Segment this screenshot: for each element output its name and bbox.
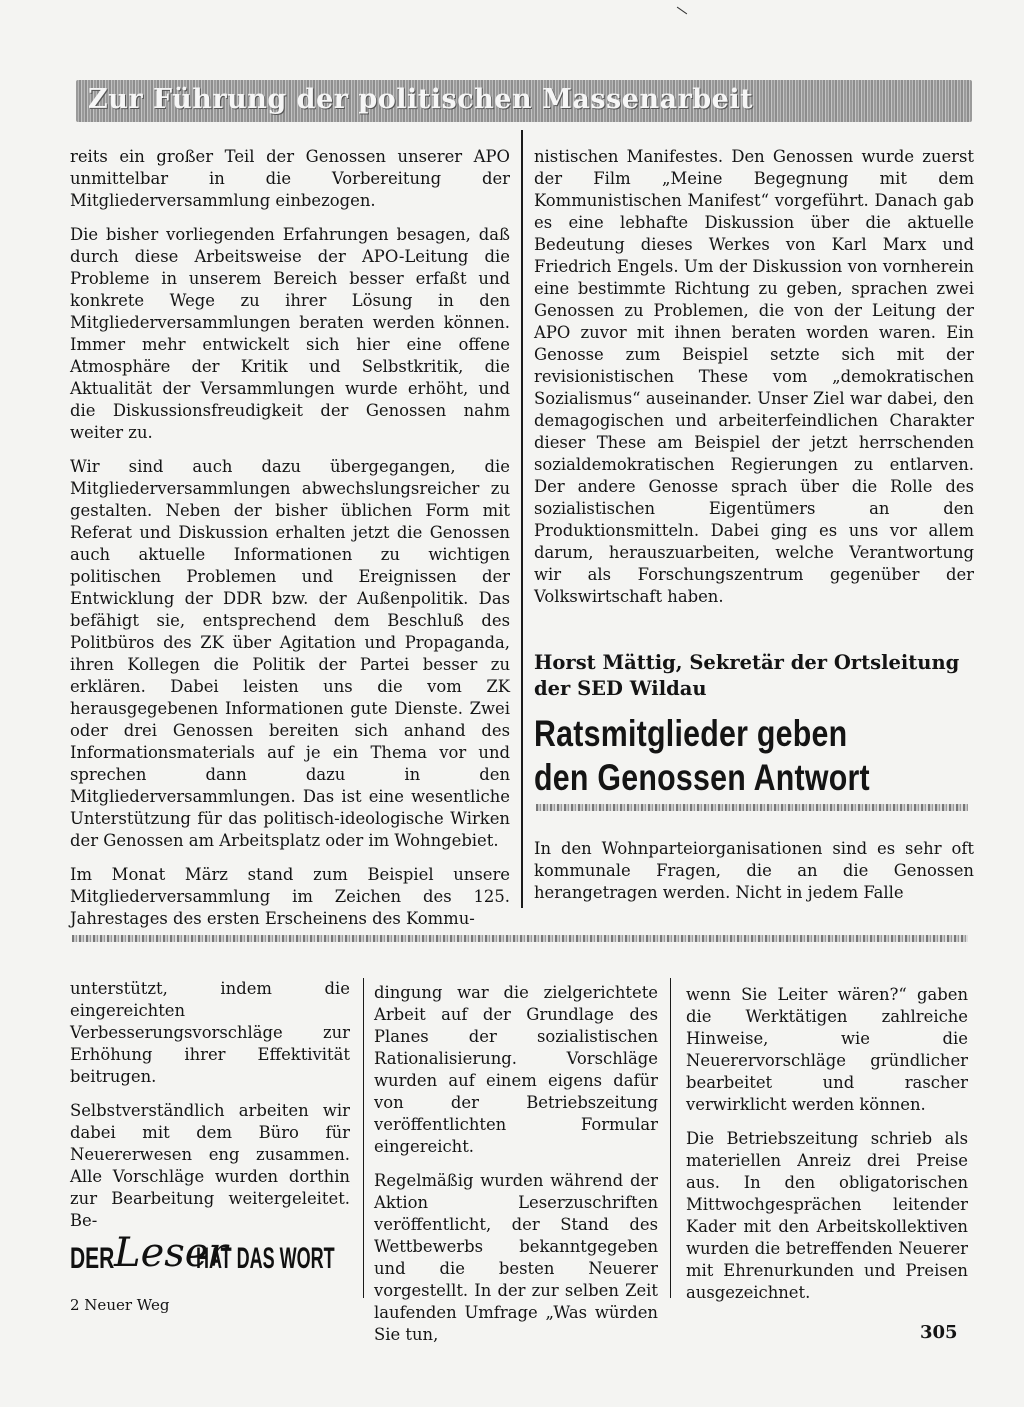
publication-footer: 2 Neuer Weg — [70, 1296, 170, 1314]
author-byline: Horst Mättig, Sekretär der Ortsleitung der SED Wildau — [534, 651, 960, 700]
column-divider — [521, 130, 523, 908]
column-divider — [363, 978, 364, 1298]
section-separator — [72, 935, 968, 942]
paragraph: nistischen Manifestes. Den Genossen wurde zuerst der Film „Meine Begegnung mit dem Kommunistischen Manifest“ vorgeführt. Danach gab es eine lebhafte Diskussion über die aktuelle Bedeutung dieses Werkes von Karl Marx und Friedrich Engels. Um der Diskussion von vornherein eine bestimmte Richtung zu geben, sprachen zwei Genossen zu Problemen, die von der Leitung der APO zuvor mit ihnen beraten worden waren. Ein Genosse zum Beispiel setzte sich mit der revisionistischen These vom „demokratischen Sozialismus“ auseinander. Unser Ziel war dabei, den demagogischen und arbeiterfeindlichen Charakter dieser These am Beispiel der jetzt herrschenden sozialdemokratischen Regierungen zu entlarven. Der andere Genosse sprach über die Rolle des sozialistischen Eigentümers an den Produktionsmitteln. Dabei ging es uns vor allem darum, herauszuarbeiten, welche Verantwortung wir als Forschungszentrum gegenüber der Volkswirtschaft haben. — [534, 147, 974, 606]
paragraph: reits ein großer Teil der Genossen unserer APO unmittelbar in die Vorbereitung der Mitgliederversammlung einbezogen. — [70, 147, 510, 210]
der-leser-hat-das-wort-logo — [70, 1232, 350, 1290]
lower-column-1 — [70, 978, 350, 1244]
scan-mark — [677, 7, 687, 15]
logo-word: HAT DAS WORT — [196, 1242, 335, 1275]
upper-right-column — [534, 146, 974, 620]
upper-left-column — [70, 146, 510, 942]
page-number: 305 — [920, 1322, 958, 1343]
logo-script-word: Leser — [114, 1230, 228, 1276]
article-headline — [534, 712, 895, 800]
logo-word: DER — [70, 1242, 115, 1275]
section-title: Zur Führung der politischen Massenarbeit — [88, 84, 754, 115]
paragraph: unterstützt, indem die eingereichten Verbesserungsvorschläge zur Erhöhung ihrer Effektivität beitrugen. — [70, 979, 350, 1086]
headline-line: Ratsmitglieder geben — [534, 713, 848, 754]
paragraph: Die bisher vorliegenden Erfahrungen besagen, daß durch diese Arbeitsweise der APO-Leitung die Probleme in unserem Bereich besser erfaßt und konkrete Wege zu ihrer Lösung in den Mitgliederversammlungen beraten werden können. Immer mehr entwickelt sich hier eine offene Atmosphäre der Kritik und Selbstkritik, die Aktualität der Versammlungen wurde erhöht, und die Diskussionsfreudigkeit der Genossen nahm weiter zu. — [70, 225, 510, 442]
paragraph: Im Monat März stand zum Beispiel unsere Mitgliederversammlung im Zeichen des 125. Jahrestages des ersten Erscheinens des Kommu- — [70, 865, 510, 928]
lower-column-3 — [686, 984, 968, 1316]
lower-column-2 — [374, 982, 658, 1358]
paragraph: dingung war die zielgerichtete Arbeit auf der Grundlage des Planes der sozialistischen Rationalisierung. Vorschläge wurden auf einem eigens dafür von der Betriebszeitung veröffentlichten Formular eingereicht. — [374, 983, 658, 1156]
paragraph: wenn Sie Leiter wären?“ gaben die Werktätigen zahlreiche Hinweise, wie die Neuerervorschläge gründlicher bearbeitet und rascher verwirklicht werden können. — [686, 985, 968, 1114]
headline-rule — [536, 804, 968, 811]
headline-line: den Genossen Antwort — [534, 757, 870, 798]
paragraph: Regelmäßig wurden während der Aktion Leserzuschriften veröffentlicht, der Stand des Wettbewerbs bekanntgegeben und die besten Neuerer vorgestellt. In der zur selben Zeit laufenden Umfrage „Was würden Sie tun, — [374, 1171, 658, 1344]
column-divider — [670, 978, 671, 1298]
article-lead — [534, 838, 974, 916]
paragraph: Wir sind auch dazu übergegangen, die Mitgliederversammlungen abwechslungsreicher zu gestalten. Neben der bisher üblichen Form mit Referat und Diskussion erhalten jetzt die Genossen auch aktuelle Informationen zu wichtigen politischen Problemen und Ereignissen der Entwicklung der DDR bzw. der Außenpolitik. Das befähigt sie, entsprechend dem Beschluß des Politbüros des ZK über Agitation und Propaganda, ihren Kollegen die Politik der Partei besser zu erklären. Dabei leisten uns die vom ZK herausgegebenen Informationen gute Dienste. Zwei oder drei Genossen bereiten sich anhand des Informationsmaterials auf je ein Thema vor und sprechen dann dazu in den Mitgliederversammlungen. Das ist eine wesentliche Unterstützung für das politisch-ideologische Wirken der Genossen am Arbeitsplatz oder im Wohngebiet. — [70, 457, 510, 850]
paragraph: Selbstverständlich arbeiten wir dabei mit dem Büro für Neuererwesen eng zusammen. Alle Vorschläge wurden dorthin zur Bearbeitung weitergeleitet. Be- — [70, 1101, 350, 1230]
paragraph: Die Betriebszeitung schrieb als materiellen Anreiz drei Preise aus. In den obligatorischen Mittwochgesprächen leitender Kader mit den Arbeitskollektiven wurden die betreffenden Neuerer mit Ehrenurkunden und Preisen ausgezeichnet. — [686, 1129, 968, 1302]
paragraph: In den Wohnparteiorganisationen sind es sehr oft kommunale Fragen, die an die Genossen herangetragen werden. Nicht in jedem Falle — [534, 839, 974, 902]
